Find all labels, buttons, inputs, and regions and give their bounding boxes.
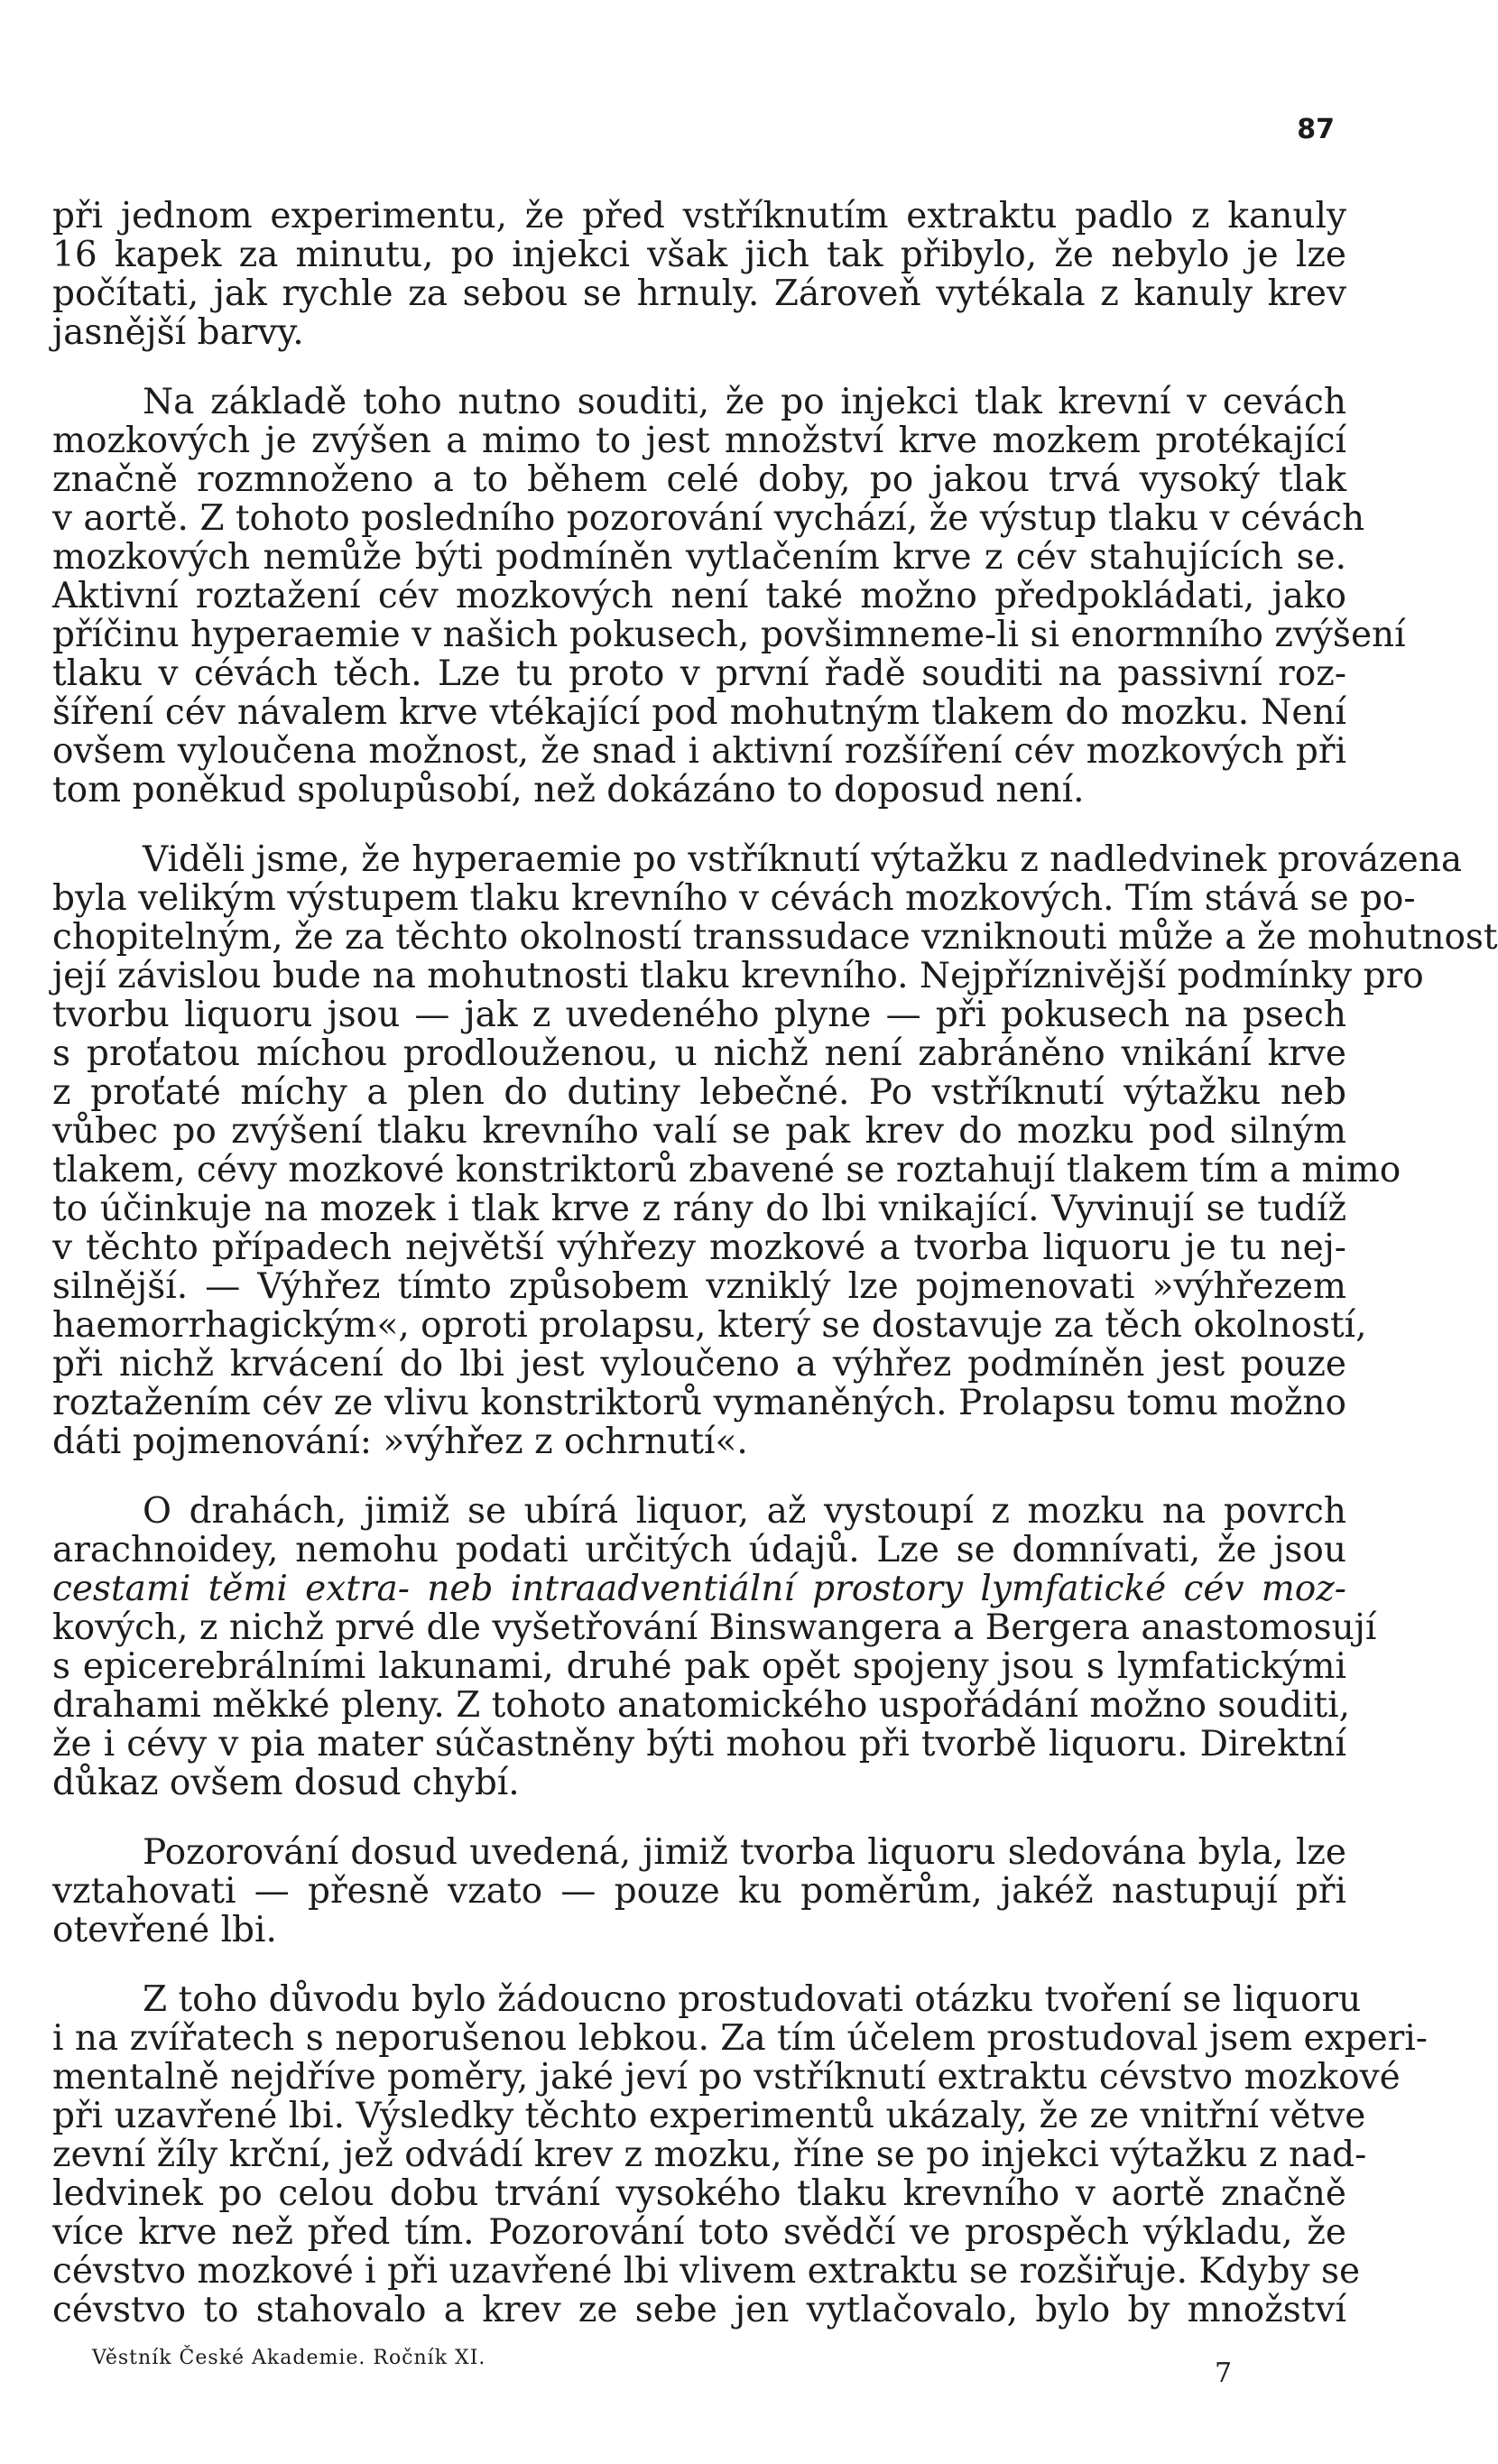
page-number: 87 (1297, 114, 1335, 145)
signature-mark: 7 (1215, 2357, 1233, 2389)
text-line: vůbec po zvýšení tlaku krevního valí se pak krev do mozku pod silným (52, 1111, 1346, 1152)
text-line: i na zvířatech s neporušenou lebkou. Za tím účelem prostudoval jsem experi- (52, 2018, 1428, 2059)
text-line: chopitelným, že za těchto okolností transsudace vzniknouti může a že mohutnost (52, 917, 1498, 958)
text-line: vztahovati — přesně vzato — pouze ku poměrům, jakéž nastupují při (52, 1871, 1346, 1912)
text-line: zevní žíly krční, jež odvádí krev z mozku, říne se po injekci výtažku z nad- (52, 2135, 1367, 2175)
text-line: tom poněkud spolupůsobí, než dokázáno to doposud není. (52, 770, 1085, 811)
text-line: více krve než před tím. Pozorování toto svědčí ve prospěch výkladu, že (52, 2212, 1346, 2253)
text-line: Aktivní roztažení cév mozkových není také možno předpokládati, jako (52, 576, 1346, 616)
text-line: mozkových nemůže býti podmíněn vytlačením krve z cév stahujících se. (52, 537, 1346, 578)
text-line: jasnější barvy. (52, 312, 304, 353)
text-line: mentalně nejdříve poměry, jaké jeví po vstříknutí extraktu cévstvo mozkové (52, 2057, 1401, 2098)
text-line: Pozorování dosud uvedená, jimiž tvorba liquoru sledována byla, lze (143, 1832, 1346, 1873)
text-line: ovšem vyloučena možnost, že snad i aktivní rozšíření cév mozkových při (52, 731, 1346, 772)
text-line: mozkových je zvýšen a mimo to jest množství krve mozkem protékající (52, 421, 1346, 461)
text-line: silnější. — Výhřez tímto způsobem vzniklý lze pojmenovati »výhřezem (52, 1266, 1346, 1307)
text-line: kových, z nichž prvé dle vyšetřování Binswangera a Bergera anastomosují (52, 1607, 1377, 1648)
text-line: při uzavřené lbi. Výsledky těchto experimentů ukázaly, že ze vnitřní větve (52, 2096, 1366, 2136)
body-text (52, 196, 1498, 2360)
text-line: s proťatou míchou prodlouženou, u nichž není zabráněno vnikání krve (52, 1033, 1346, 1074)
text-line: značně rozmnoženo a to během celé doby, po jakou trvá vysoký tlak (52, 459, 1346, 500)
text-line: roztažením cév ze vlivu konstriktorů vymaněných. Prolapsu tomu možno (52, 1383, 1346, 1423)
text-line: tvorbu liquoru jsou — jak z uvedeného plyne — při pokusech na psech (52, 995, 1346, 1035)
journal-footer: Věstník České Akademie. Ročník XI. (92, 2347, 486, 2369)
text-line: cestami těmi extra- neb intraadventiální prostory lymfatické cév moz- (52, 1569, 1346, 1609)
text-line: s epicerebrálními lakunami, druhé pak opět spojeny jsou s lymfatickými (52, 1646, 1346, 1687)
text-line: její závislou bude na mohutnosti tlaku krevního. Nejpříznivější podmínky pro (52, 956, 1424, 996)
text-line: ledvinek po celou dobu trvání vysokého tlaku krevního v aortě značně (52, 2173, 1346, 2214)
paragraph-3 (52, 839, 1498, 1462)
paragraph-4 (52, 1491, 1377, 1803)
text-line: důkaz ovšem dosud chybí. (52, 1763, 520, 1803)
text-line: arachnoidey, nemohu podati určitých údajů. Lze se domnívati, že jsou (52, 1530, 1346, 1570)
text-line: cévstvo to stahovalo a krev ze sebe jen vytlačovalo, bylo by množství (52, 2290, 1346, 2330)
text-line: při jednom experimentu, že před vstříknutím extraktu padlo z kanuly (52, 196, 1346, 236)
text-line: šíření cév návalem krve vtékající pod mohutným tlakem do mozku. Není (52, 692, 1346, 733)
text-line: v aortě. Z tohoto posledního pozorování vychází, že výstup tlaku v cévách (52, 498, 1365, 539)
paragraph-2 (52, 382, 1406, 811)
paragraph-5 (52, 1833, 1346, 1950)
text-line: při nichž krvácení do lbi jest vyloučeno a výhřez podmíněn jest pouze (52, 1344, 1346, 1385)
text-line: z proťaté míchy a plen do dutiny lebečné. Po vstříknutí výtažku neb (52, 1072, 1346, 1113)
text-line: počítati, jak rychle za sebou se hrnuly. Zároveň vytékala z kanuly krev (52, 273, 1346, 314)
text-line: příčinu hyperaemie v našich pokusech, povšimneme-li si enormního zvýšení (52, 615, 1406, 655)
text-line: dáti pojmenování: »výhřez z ochrnutí«. (52, 1422, 748, 1462)
text-line: že i cévy v pia mater súčastněny býti mohou při tvorbě liquoru. Direktní (52, 1724, 1346, 1765)
text-line: Na základě toho nutno souditi, že po injekci tlak krevní v cevách (143, 382, 1346, 422)
text-line: 16 kapek za minutu, po injekci však jich tak přibylo, že nebylo je lze (52, 235, 1346, 275)
paragraph-1 (52, 197, 1346, 352)
text-line: cévstvo mozkové i při uzavřené lbi vlivem extraktu se rozšiřuje. Kdyby se (52, 2251, 1361, 2292)
text-line: byla velikým výstupem tlaku krevního v cévách mozkových. Tím stává se po- (52, 878, 1416, 919)
text-line: v těchto případech největší výhřezy mozkové a tvorba liquoru je tu nej- (52, 1227, 1346, 1268)
text-line: Viděli jsme, že hyperaemie po vstříknutí výtažku z nadledvinek provázena (143, 839, 1463, 880)
paragraph-6 (52, 1979, 1428, 2330)
text-line: tlaku v cévách těch. Lze tu proto v první řadě souditi na passivní roz- (52, 653, 1346, 694)
text-line: drahami měkké pleny. Z tohoto anatomického uspořádání možno souditi, (52, 1685, 1351, 1726)
text-line: Z toho důvodu bylo žádoucno prostudovati otázku tvoření se liquoru (143, 1979, 1362, 2020)
text-line: O drahách, jimiž se ubírá liquor, až vystoupí z mozku na povrch (143, 1491, 1346, 1532)
text-line: otevřené lbi. (52, 1910, 277, 1950)
text-line: tlakem, cévy mozkové konstriktorů zbavené se roztahují tlakem tím a mimo (52, 1150, 1401, 1190)
text-line: to účinkuje na mozek i tlak krve z rány do lbi vnikající. Vyvinují se tudíž (52, 1189, 1346, 1229)
text-line: haemorrhagickým«, oproti prolapsu, který se dostavuje za těch okolností, (52, 1305, 1367, 1346)
